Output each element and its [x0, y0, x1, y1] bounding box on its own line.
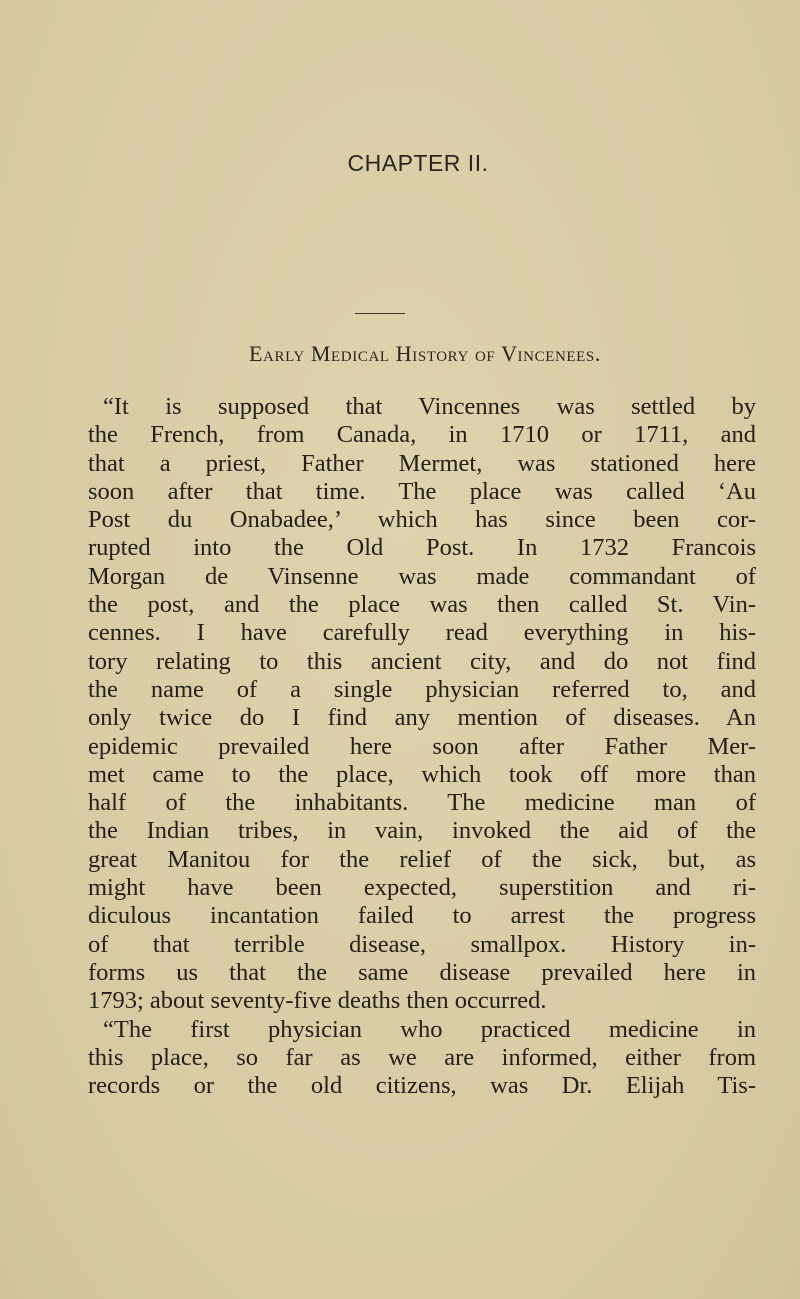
chapter-title: CHAPTER II.: [347, 150, 489, 176]
section-title: Early Medical History of Vincenees.: [249, 341, 601, 366]
text-line: cennes. I have carefully read everything in his-: [88, 619, 756, 647]
text-line: Post du Onabadee,’ which has since been cor-: [88, 506, 756, 534]
text-line: forms us that the same disease prevailed here in: [88, 958, 756, 986]
text-line: diculous incantation failed to arrest the progress: [88, 902, 756, 930]
text-line: half of the inhabitants. The medicine man of: [88, 789, 756, 817]
text-line: 1793; about seventy-five deaths then occurred.: [88, 987, 547, 1015]
text-line: the post, and the place was then called St. Vin-: [88, 591, 756, 619]
text-line: records or the old citizens, was Dr. Elijah Tis-: [88, 1072, 756, 1100]
text-line: soon after that time. The place was called ‘Au: [88, 477, 756, 505]
text-line: tory relating to this ancient city, and do not find: [88, 647, 756, 675]
text-line: rupted into the Old Post. In 1732 Francois: [88, 534, 756, 562]
text-line: only twice do I find any mention of diseases. An: [88, 704, 756, 732]
text-line: epidemic prevailed here soon after Father Mer-: [88, 732, 756, 760]
text-line: the name of a single physician referred to, and: [88, 675, 756, 703]
text-line: this place, so far as we are informed, either from: [88, 1043, 756, 1071]
text-line: Morgan de Vinsenne was made commandant of: [88, 562, 756, 590]
text-line: “The first physician who practiced medicine in: [103, 1015, 756, 1043]
text-line: “It is supposed that Vincennes was settled by: [103, 393, 756, 420]
text-line: of that terrible disease, smallpox. History in-: [88, 930, 756, 958]
text-line: great Manitou for the relief of the sick, but, as: [88, 845, 756, 873]
text-line: might have been expected, superstition and ri-: [88, 874, 756, 902]
text-line: the French, from Canada, in 1710 or 1711, and: [88, 421, 756, 449]
divider-rule: [355, 313, 405, 314]
text-line: the Indian tribes, in vain, invoked the aid of the: [88, 817, 756, 845]
body-text: [88, 393, 756, 1100]
text-line: that a priest, Father Mermet, was stationed here: [88, 449, 756, 477]
text-line: met came to the place, which took off more than: [88, 760, 756, 788]
